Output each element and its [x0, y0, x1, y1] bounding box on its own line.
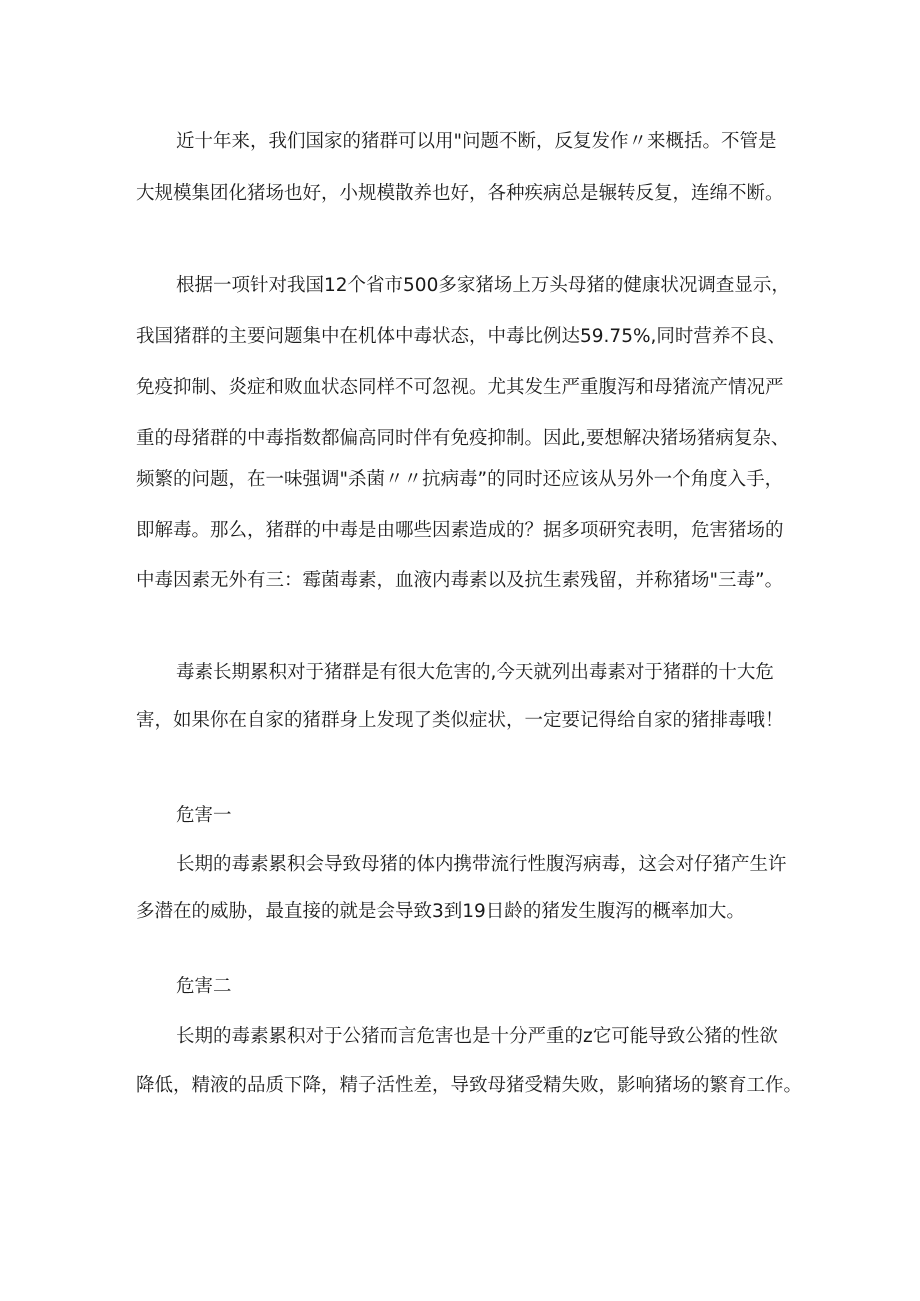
- survey-line-7: 中毒因素无外有三：霉菌毒素，血液内毒素以及抗生素残留，并称猪场"三毒”。: [136, 570, 784, 591]
- survey-line-1: 根据一项针对我国12个省市500多家猪场上万头母猪的健康状况调查显示，: [176, 275, 790, 296]
- intro-line-1: 近十年来，我们国家的猪群可以用"问题不断，反复发作〃来概括。不管是: [176, 131, 777, 152]
- harm-intro-line-2: 害，如果你在自家的猪群身上发现了类似症状，一定要记得给自家的猪排毒哦！: [136, 710, 784, 731]
- survey-line-4: 重的母猪群的中毒指数都偏高同时伴有免疫抑制。因此,要想解决猪场猪病复杂、: [136, 428, 790, 449]
- survey-line-5: 频繁的问题，在一味强调"杀菌〃〃抗病毒”的同时还应该从另外一个角度入手，: [136, 469, 784, 490]
- harm2-title: 危害二: [176, 976, 232, 997]
- harm-intro-line-1: 毒素长期累积对于猪群是有很大危害的,今天就列出毒素对于猪群的十大危: [176, 662, 774, 683]
- harm2-line-2: 降低，精液的品质下降，精子活性差，导致母猪受精失败，影响猪场的繁育工作。: [136, 1075, 803, 1096]
- survey-line-6: 即解毒。那么，猪群的中毒是由哪些因素造成的？据多项研究表明，危害猪场的: [136, 520, 784, 541]
- survey-line-2: 我国猪群的主要问题集中在机体中毒状态，中毒比例达59.75%,同时营养不良、: [136, 326, 786, 347]
- harm1-title: 危害一: [176, 805, 232, 826]
- harm1-line-1: 长期的毒素累积会导致母猪的体内携带流行性腹泻病毒，这会对仔猪产生许: [176, 854, 787, 875]
- survey-line-3: 免疫抑制、炎症和败血状态同样不可忽视。尤其发生严重腹泻和母猪流产情况严: [136, 377, 784, 398]
- intro-line-2: 大规模集团化猪场也好，小规模散养也好，各种疾病总是辗转反复，连绵不断。: [136, 183, 784, 204]
- harm2-line-1: 长期的毒素累积对于公猪而言危害也是十分严重的z它可能导致公猪的性欲: [176, 1026, 778, 1047]
- harm1-line-2: 多潜在的威胁，最直接的就是会导致3到19日龄的猪发生腹泻的概率加大。: [136, 901, 745, 922]
